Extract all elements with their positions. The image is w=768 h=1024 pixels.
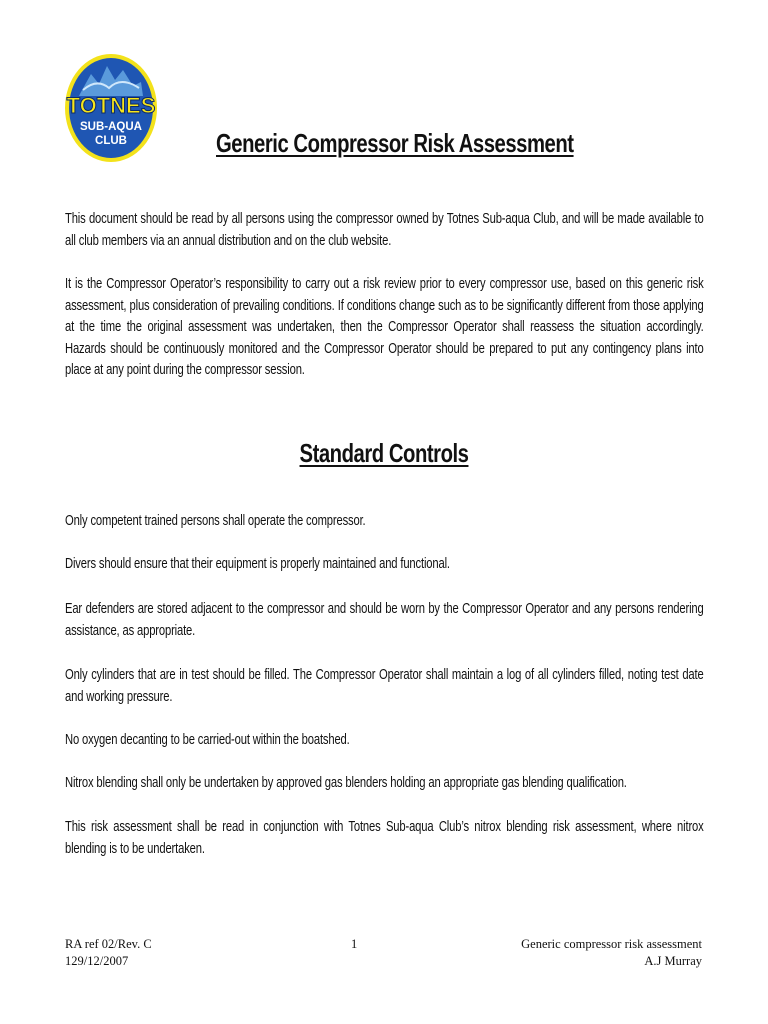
control-item: Only competent trained persons shall operate the compressor. [65, 513, 366, 529]
logo-mid-text: SUB-AQUA [80, 121, 142, 133]
page-footer [65, 936, 702, 976]
document-title: Generic Compressor Risk Assessment [216, 128, 574, 158]
control-item: Nitrox blending shall only be undertaken by approved gas blenders holding an appropriate gas blending qualification. [65, 775, 627, 791]
control-item: Divers should ensure that their equipment is properly maintained and functional. [65, 556, 450, 572]
footer-ref: RA ref 02/Rev. C [65, 937, 152, 951]
intro-paragraph: This document should be read by all persons using the compressor owned by Totnes Sub-aqua Club, and will be made available to all club members via an annual distribution and on the club website. [65, 211, 704, 249]
footer-center [351, 936, 357, 953]
footer-right [521, 936, 702, 970]
footer-left [65, 936, 152, 970]
control-item: Ear defenders are stored adjacent to the compressor and should be worn by the Compressor Operator and any persons rendering assistance, as appropriate. [65, 601, 704, 639]
logo-bottom-text: CLUB [95, 135, 127, 147]
control-item: Only cylinders that are in test should be filled. The Compressor Operator shall maintain a log of all cylinders filled, noting test date and working pressure. [65, 667, 704, 705]
control-item: No oxygen decanting to be carried-out within the boatshed. [65, 732, 350, 748]
footer-doc-name: Generic compressor risk assessment [521, 937, 702, 951]
section-title: Standard Controls [299, 438, 469, 468]
page-number: 1 [351, 937, 358, 951]
footer-date: 129/12/2007 [65, 954, 129, 968]
intro-paragraph: It is the Compressor Operator’s responsibility to carry out a risk review prior to every compressor use, based on this generic risk assessment, plus consideration of prevailing conditions. If conditions change such as to be significantly different from those applying at the time the original assessment was undertaken, then the Compressor Operator shall reassess the situation accordingly. Hazards should be continuously monitored and the Compressor Operator should be prepared to put any contingency plans into place at any point during the compressor session. [65, 276, 704, 378]
control-item: This risk assessment shall be read in conjunction with Totnes Sub-aqua Club’s nitrox blending risk assessment, where nitrox blending is to be undertaken. [65, 819, 704, 857]
footer-author: A.J Murray [644, 954, 702, 968]
logo-top-text: TOTNES [66, 93, 156, 118]
